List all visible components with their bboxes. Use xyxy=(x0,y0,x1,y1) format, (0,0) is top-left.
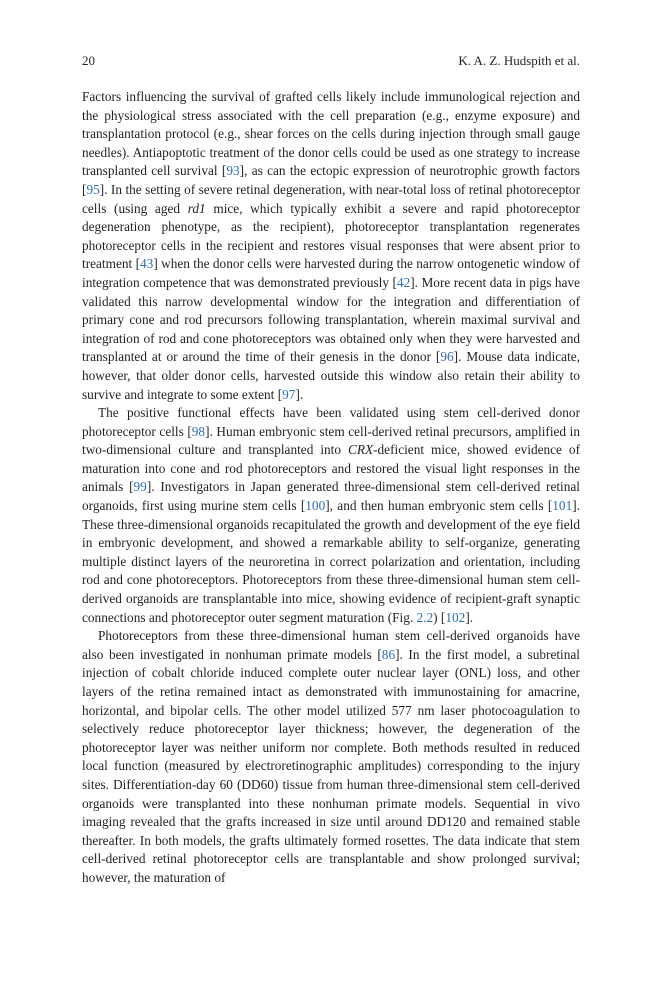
running-header xyxy=(82,52,580,70)
reference-link[interactable]: 93 xyxy=(226,163,240,179)
body-text xyxy=(82,88,580,888)
text-run: ]. xyxy=(295,386,304,402)
reference-link[interactable]: 86 xyxy=(381,646,396,662)
reference-link[interactable]: 98 xyxy=(191,423,206,439)
text-run: ) [ xyxy=(433,609,446,625)
paragraph-1 xyxy=(82,88,580,404)
running-head-authors: K. A. Z. Hudspith et al. xyxy=(458,53,580,68)
text-run: Factors influencing the survival of grafted cells likely include immunological rejection and the physiological stress associated with the cell preparation (e.g., enzyme exposure) and transplantation protocol (e.g., shear forces on the cells during injection through small gauge needles). Antiapoptotic treatment of the donor cells could be used as one strategy to increase transplanted cell survival [ xyxy=(82,89,580,179)
reference-link[interactable]: 99 xyxy=(133,479,147,495)
text-run: ], as can the ectopic expression of neurotrophic growth factors [ xyxy=(82,163,580,197)
italic-term: CRX xyxy=(347,442,374,458)
reference-link[interactable]: 95 xyxy=(86,181,100,197)
text-run: ]. In the setting of severe retinal degeneration, with near-total loss of retinal photoreceptor cells (using aged xyxy=(82,181,580,216)
text-run: mice, which typically exhibit a severe and rapid photoreceptor degeneration phenotype, as the recipient), photoreceptor transplantation regenerates photoreceptor cells in the recipient and restores visual responses that were absent prior to treatment [ xyxy=(82,200,580,272)
text-run: ]. Human embryonic stem cell-derived retinal precursors, amplified in two-dimensional culture and transplanted into xyxy=(82,423,580,458)
italic-term: rd1 xyxy=(187,200,206,216)
text-run: The positive functional effects have been validated using stem cell-derived donor photoreceptor cells [ xyxy=(82,405,580,439)
paragraph-3 xyxy=(82,627,580,887)
text-run: ], and then human embryonic stem cells [ xyxy=(325,498,553,514)
page-number: 20 xyxy=(82,53,95,68)
text-run: ]. In the first model, a subretinal injection of cobalt chloride induced complete outer nuclear layer (ONL) loss, and other layers of the retina remained intact as demonstrated with immunostaining for amacrine, horizontal, and bipolar cells. The other model utilized 577 nm laser photocoagulation to selectively reduce photoreceptor layer thickness; however, the degeneration of the photoreceptor layer was neither uniform nor complete. Both methods resulted in reduced local function (measured by electroretinographic amplitudes) corresponding to the injury sites. Differentiation-day 60 (DD60) tissue from human three-dimensional stem cell-derived organoids were transplanted into these nonhuman primate models. Sequential in vivo imaging revealed that the grafts increased in size until around DD120 and remained stable thereafter. In both models, the grafts ultimately formed rosettes. The data indicate that stem cell-derived retinal photoreceptor cells are transplantable and show prolonged survival; however, the maturation of xyxy=(82,646,580,885)
reference-link[interactable]: 101 xyxy=(552,498,573,514)
reference-link[interactable]: 43 xyxy=(140,256,154,272)
text-run: -deficient mice, showed evidence of maturation into cone and rod photoreceptors and restored the visual light responses in the animals [ xyxy=(82,442,580,495)
text-run: ]. Mouse data indicate, however, that older donor cells, harvested outside this window also retain their ability to survive and integrate to some extent [ xyxy=(82,349,580,402)
reference-link[interactable]: 102 xyxy=(445,609,466,625)
reference-link[interactable]: 2.2 xyxy=(416,609,434,625)
reference-link[interactable]: 100 xyxy=(305,498,326,514)
paragraph-2 xyxy=(82,404,580,627)
reference-link[interactable]: 96 xyxy=(440,349,454,365)
text-run: ]. xyxy=(465,609,474,625)
text-run: Photoreceptors from these three-dimensional human stem cell-derived organoids have also been investigated in nonhuman primate models [ xyxy=(82,628,580,662)
text-run: ]. These three-dimensional organoids recapitulated the growth and development of the eye field in embryonic development, and showed a remarkable ability to self-organize, generating multiple distinct layers of the neuroretina in correct polarization and orientation, including rod and cone photoreceptors. Photoreceptors from these three-dimensional human stem cell-derived organoids are transplantable into mice, showing evidence of recipient-graft synaptic connections and photoreceptor outer segment maturation (Fig. xyxy=(82,498,580,625)
reference-link[interactable]: 42 xyxy=(396,274,411,290)
text-run: ]. Investigators in Japan generated three-dimensional stem cell-derived retinal organoids, first using murine stem cells [ xyxy=(82,479,580,514)
text-run: ]. More recent data in pigs have validated this narrow developmental window for the integration and differentiation of primary cone and rod precursors following transplantation, wherein maximal survival and integration of rod and cone photoreceptors was obtained only when they were harvested and transplanted at or around the time of their genesis in the donor [ xyxy=(82,274,581,365)
reference-link[interactable]: 97 xyxy=(282,386,296,402)
text-run: ] when the donor cells were harvested during the narrow ontogenetic window of integration competence that was demonstrated previously [ xyxy=(82,256,580,290)
